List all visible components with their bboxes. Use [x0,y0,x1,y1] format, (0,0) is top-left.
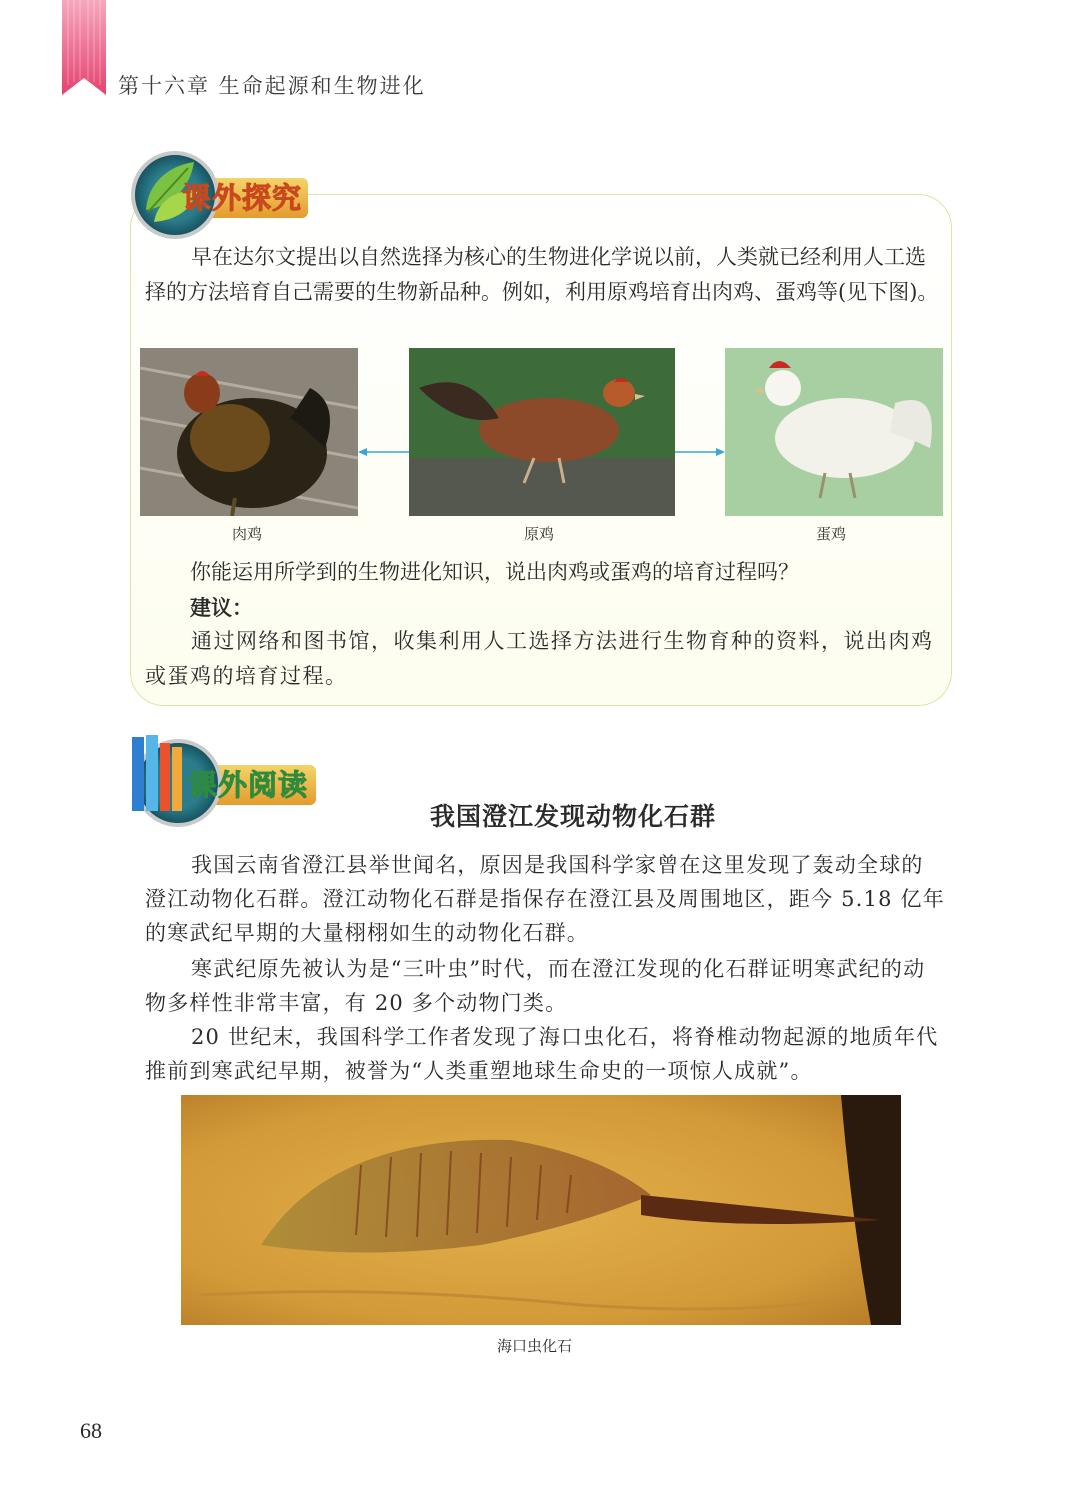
arrow-right-icon [675,444,725,460]
arrow-left-icon [358,444,409,460]
reading-paragraph-1: 我国云南省澄江县举世闻名，原因是我国科学家曾在这里发现了轰动全球的澄江动物化石群。澄江动物化石群是指保存在澄江县及周围地区，距今 5.18 亿年的寒武纪早期的大量栩栩如生的动物化石群。 [145,853,945,945]
reading-title: 我国澄江发现动物化石群 [430,802,717,831]
suggestion-text: 通过网络和图书馆，收集利用人工选择方法进行生物育种的资料，说出肉鸡或蛋鸡的培育过程。 [145,629,934,688]
haikouichthys-fossil-photo [181,1095,901,1325]
suggestion-label: 建议： [190,595,253,620]
broiler-caption: 肉鸡 [232,525,263,543]
jungle-fowl-photo [409,348,675,516]
jungle-fowl-caption: 原鸡 [524,525,555,543]
layer-hen-photo [725,348,943,516]
bookmark-ribbon [62,0,106,95]
reading-paragraph-3: 20 世纪末，我国科学工作者发现了海口虫化石，将脊椎动物起源的地质年代推前到寒武纪早期，被誉为“人类重塑地球生命史的一项惊人成就”。 [145,1025,939,1083]
explore-question: 你能运用所学到的生物进化知识，说出肉鸡或蛋鸡的培育过程吗？ [190,560,799,584]
explore-badge-label: 课外探究 [182,181,303,215]
explore-paragraph: 早在达尔文提出以自然选择为核心的生物进化学说以前，人类就已经利用人工选择的方法培育自己需要的生物新品种。例如，利用原鸡培育出肉鸡、蛋鸡等(见下图)。 [145,245,939,304]
reading-badge-label: 课外阅读 [188,768,309,802]
reading-badge [128,733,318,828]
broiler-chicken-photo [140,348,358,516]
layer-hen-caption: 蛋鸡 [816,525,847,543]
page-number: 68 [80,1418,102,1443]
reading-paragraph-2: 寒武纪原先被认为是“三叶虫”时代，而在澄江发现的化石群证明寒武纪的动物多样性非常丰富，有 20 多个动物门类。 [145,957,926,1015]
fossil-caption: 海口虫化石 [497,1337,573,1355]
explore-badge [128,148,318,243]
chapter-title: 第十六章 生命起源和生物进化 [118,74,426,98]
